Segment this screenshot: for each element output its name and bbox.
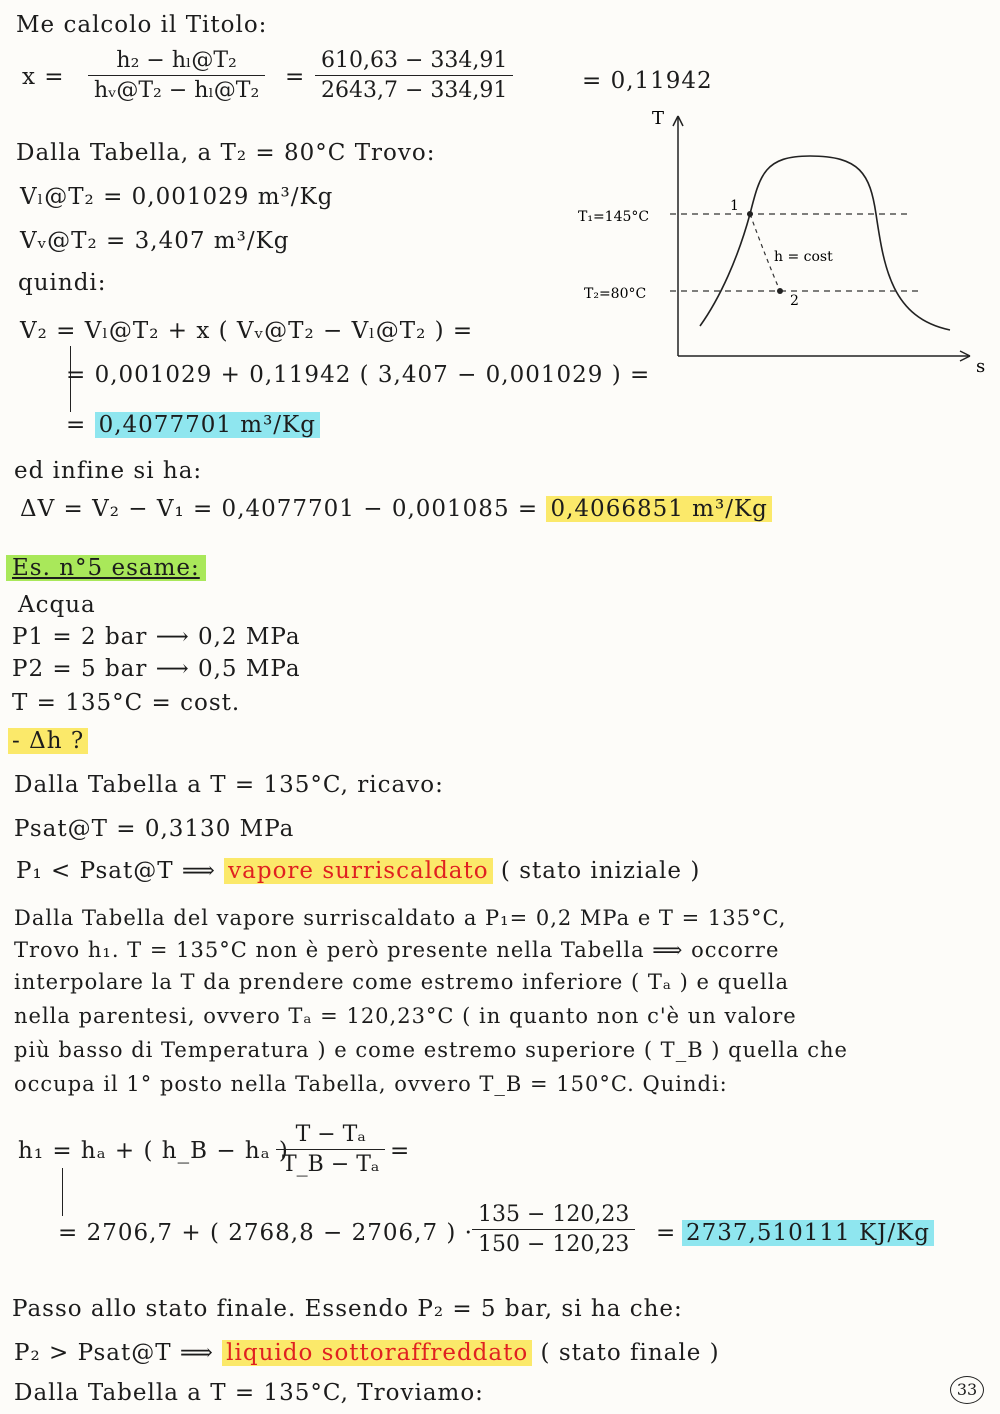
h-const-label: h = cost <box>774 249 833 265</box>
title-line: Me calcolo il Titolo: <box>16 12 268 38</box>
ts-diagram <box>570 108 990 380</box>
h1-result: 2737,510111 KJ/Kg <box>682 1220 934 1246</box>
h1-equals: = <box>390 1138 411 1164</box>
h1-fraction-symbolic <box>276 1120 385 1179</box>
psat-line: Psat@T = 0,3130 MPa <box>14 816 295 842</box>
paragraph-line-2: Trovo h₁. T = 135°C non è però presente nella Tabella ⟹ occorre <box>14 938 780 962</box>
t1-label: T₁=145°C <box>578 209 650 225</box>
state-1-line <box>16 858 700 884</box>
vv-line: Vᵥ@T₂ = 3,407 m³/Kg <box>20 228 290 254</box>
h1-values-numerator: 135 − 120,23 <box>478 1202 630 1227</box>
point-2-label: 2 <box>790 293 799 309</box>
v2-result-line <box>66 412 320 438</box>
h1-equals-2: = <box>656 1220 677 1246</box>
x-fraction-symbolic <box>88 46 265 105</box>
v2-line-2: = 0,001029 + 0,11942 ( 3,407 − 0,001029 ) = <box>66 362 651 388</box>
h1-values-denominator: 150 − 120,23 <box>478 1232 630 1257</box>
exercise-heading-text: Es. n°5 esame: <box>6 555 206 581</box>
quindi-line: quindi: <box>18 270 107 296</box>
x-fraction-values <box>315 46 513 105</box>
state-2-line <box>14 1340 720 1366</box>
h1-fraction-values <box>472 1200 635 1259</box>
dv-line <box>20 496 772 522</box>
v2-line-1: V₂ = Vₗ@T₂ + x ( Vᵥ@T₂ − Vₗ@T₂ ) = <box>20 318 474 344</box>
t2-label: T₂=80°C <box>584 286 647 302</box>
state-1-highlight: vapore surriscaldato <box>224 858 492 884</box>
t-line: T = 135°C = cost. <box>12 690 241 716</box>
s-axis-label: s <box>976 356 986 377</box>
x-lhs: x = <box>22 64 65 90</box>
last-line: Dalla Tabella a T = 135°C, Troviamo: <box>14 1380 484 1406</box>
dv-expression: ΔV = V₂ − V₁ = 0,4077701 − 0,001085 = <box>20 496 539 522</box>
saturation-dome <box>700 156 950 330</box>
h1-line-2: = 2706,7 + ( 2768,8 − 2706,7 ) · <box>58 1220 473 1246</box>
state-2-highlight: liquido sottoraffreddato <box>222 1340 532 1366</box>
exercise-heading <box>6 555 206 581</box>
page-number: 33 <box>950 1376 984 1404</box>
state-2-condition: P₂ > Psat@T ⟹ <box>14 1340 214 1366</box>
paragraph-line-4: nella parentesi, ovvero Tₐ = 120,23°C ( in quanto non c'è un valore <box>14 1004 797 1028</box>
paragraph-line-1: Dalla Tabella del vapore surriscaldato a P₁= 0,2 MPa e T = 135°C, <box>14 906 787 930</box>
t-axis-label: T <box>652 108 665 129</box>
infine-line: ed infine si ha: <box>14 458 203 484</box>
paragraph-line-5: più basso di Temperatura ) e come estremo superiore ( T_B ) quella che <box>14 1038 848 1062</box>
continuation-bar-2 <box>62 1168 63 1216</box>
v2-prefix: = <box>66 412 87 438</box>
table-line-2: Dalla Tabella a T = 135°C, ricavo: <box>14 772 444 798</box>
question-text: - Δh ? <box>8 728 88 754</box>
x-result: = 0,11942 <box>582 68 713 94</box>
point-1-marker <box>747 211 753 217</box>
x-numerator: h₂ − hₗ@T₂ <box>116 48 237 73</box>
paragraph-line-3: interpolare la T da prendere come estremo inferiore ( Tₐ ) e quella <box>14 970 790 994</box>
table-line-1: Dalla Tabella, a T₂ = 80°C Trovo: <box>16 140 436 166</box>
h1-lhs: h₁ = hₐ + ( h_B − hₐ ) <box>18 1138 289 1164</box>
question-line <box>8 728 88 754</box>
fluid-line: Acqua <box>18 592 96 618</box>
h1-result-wrap <box>682 1220 934 1246</box>
x-equals: = <box>285 64 306 90</box>
point-1-label: 1 <box>730 198 739 214</box>
state-1-note: ( stato iniziale ) <box>500 858 701 884</box>
paragraph-line-6: occupa il 1° posto nella Tabella, ovvero T_B = 150°C. Quindi: <box>14 1072 728 1096</box>
p1-line: P1 = 2 bar ⟶ 0,2 MPa <box>12 624 301 650</box>
state-2-note: ( stato finale ) <box>540 1340 720 1366</box>
v2-result: 0,4077701 m³/Kg <box>95 412 320 438</box>
x-values-numerator: 610,63 − 334,91 <box>321 48 508 73</box>
state-1-condition: P₁ < Psat@T ⟹ <box>16 858 216 884</box>
p2-line: P2 = 5 bar ⟶ 0,5 MPa <box>12 656 301 682</box>
h1-fraction-numerator: T − Tₐ <box>295 1122 366 1147</box>
final-state-line: Passo allo stato finale. Essendo P₂ = 5 bar, si ha che: <box>12 1296 683 1322</box>
h1-fraction-denominator: T_B − Tₐ <box>282 1152 380 1177</box>
dv-result: 0,4066851 m³/Kg <box>546 496 771 522</box>
x-values-denominator: 2643,7 − 334,91 <box>321 78 508 103</box>
point-2-marker <box>777 288 783 294</box>
vl-line: Vₗ@T₂ = 0,001029 m³/Kg <box>20 184 334 210</box>
x-denominator: hᵥ@T₂ − hₗ@T₂ <box>94 78 260 103</box>
